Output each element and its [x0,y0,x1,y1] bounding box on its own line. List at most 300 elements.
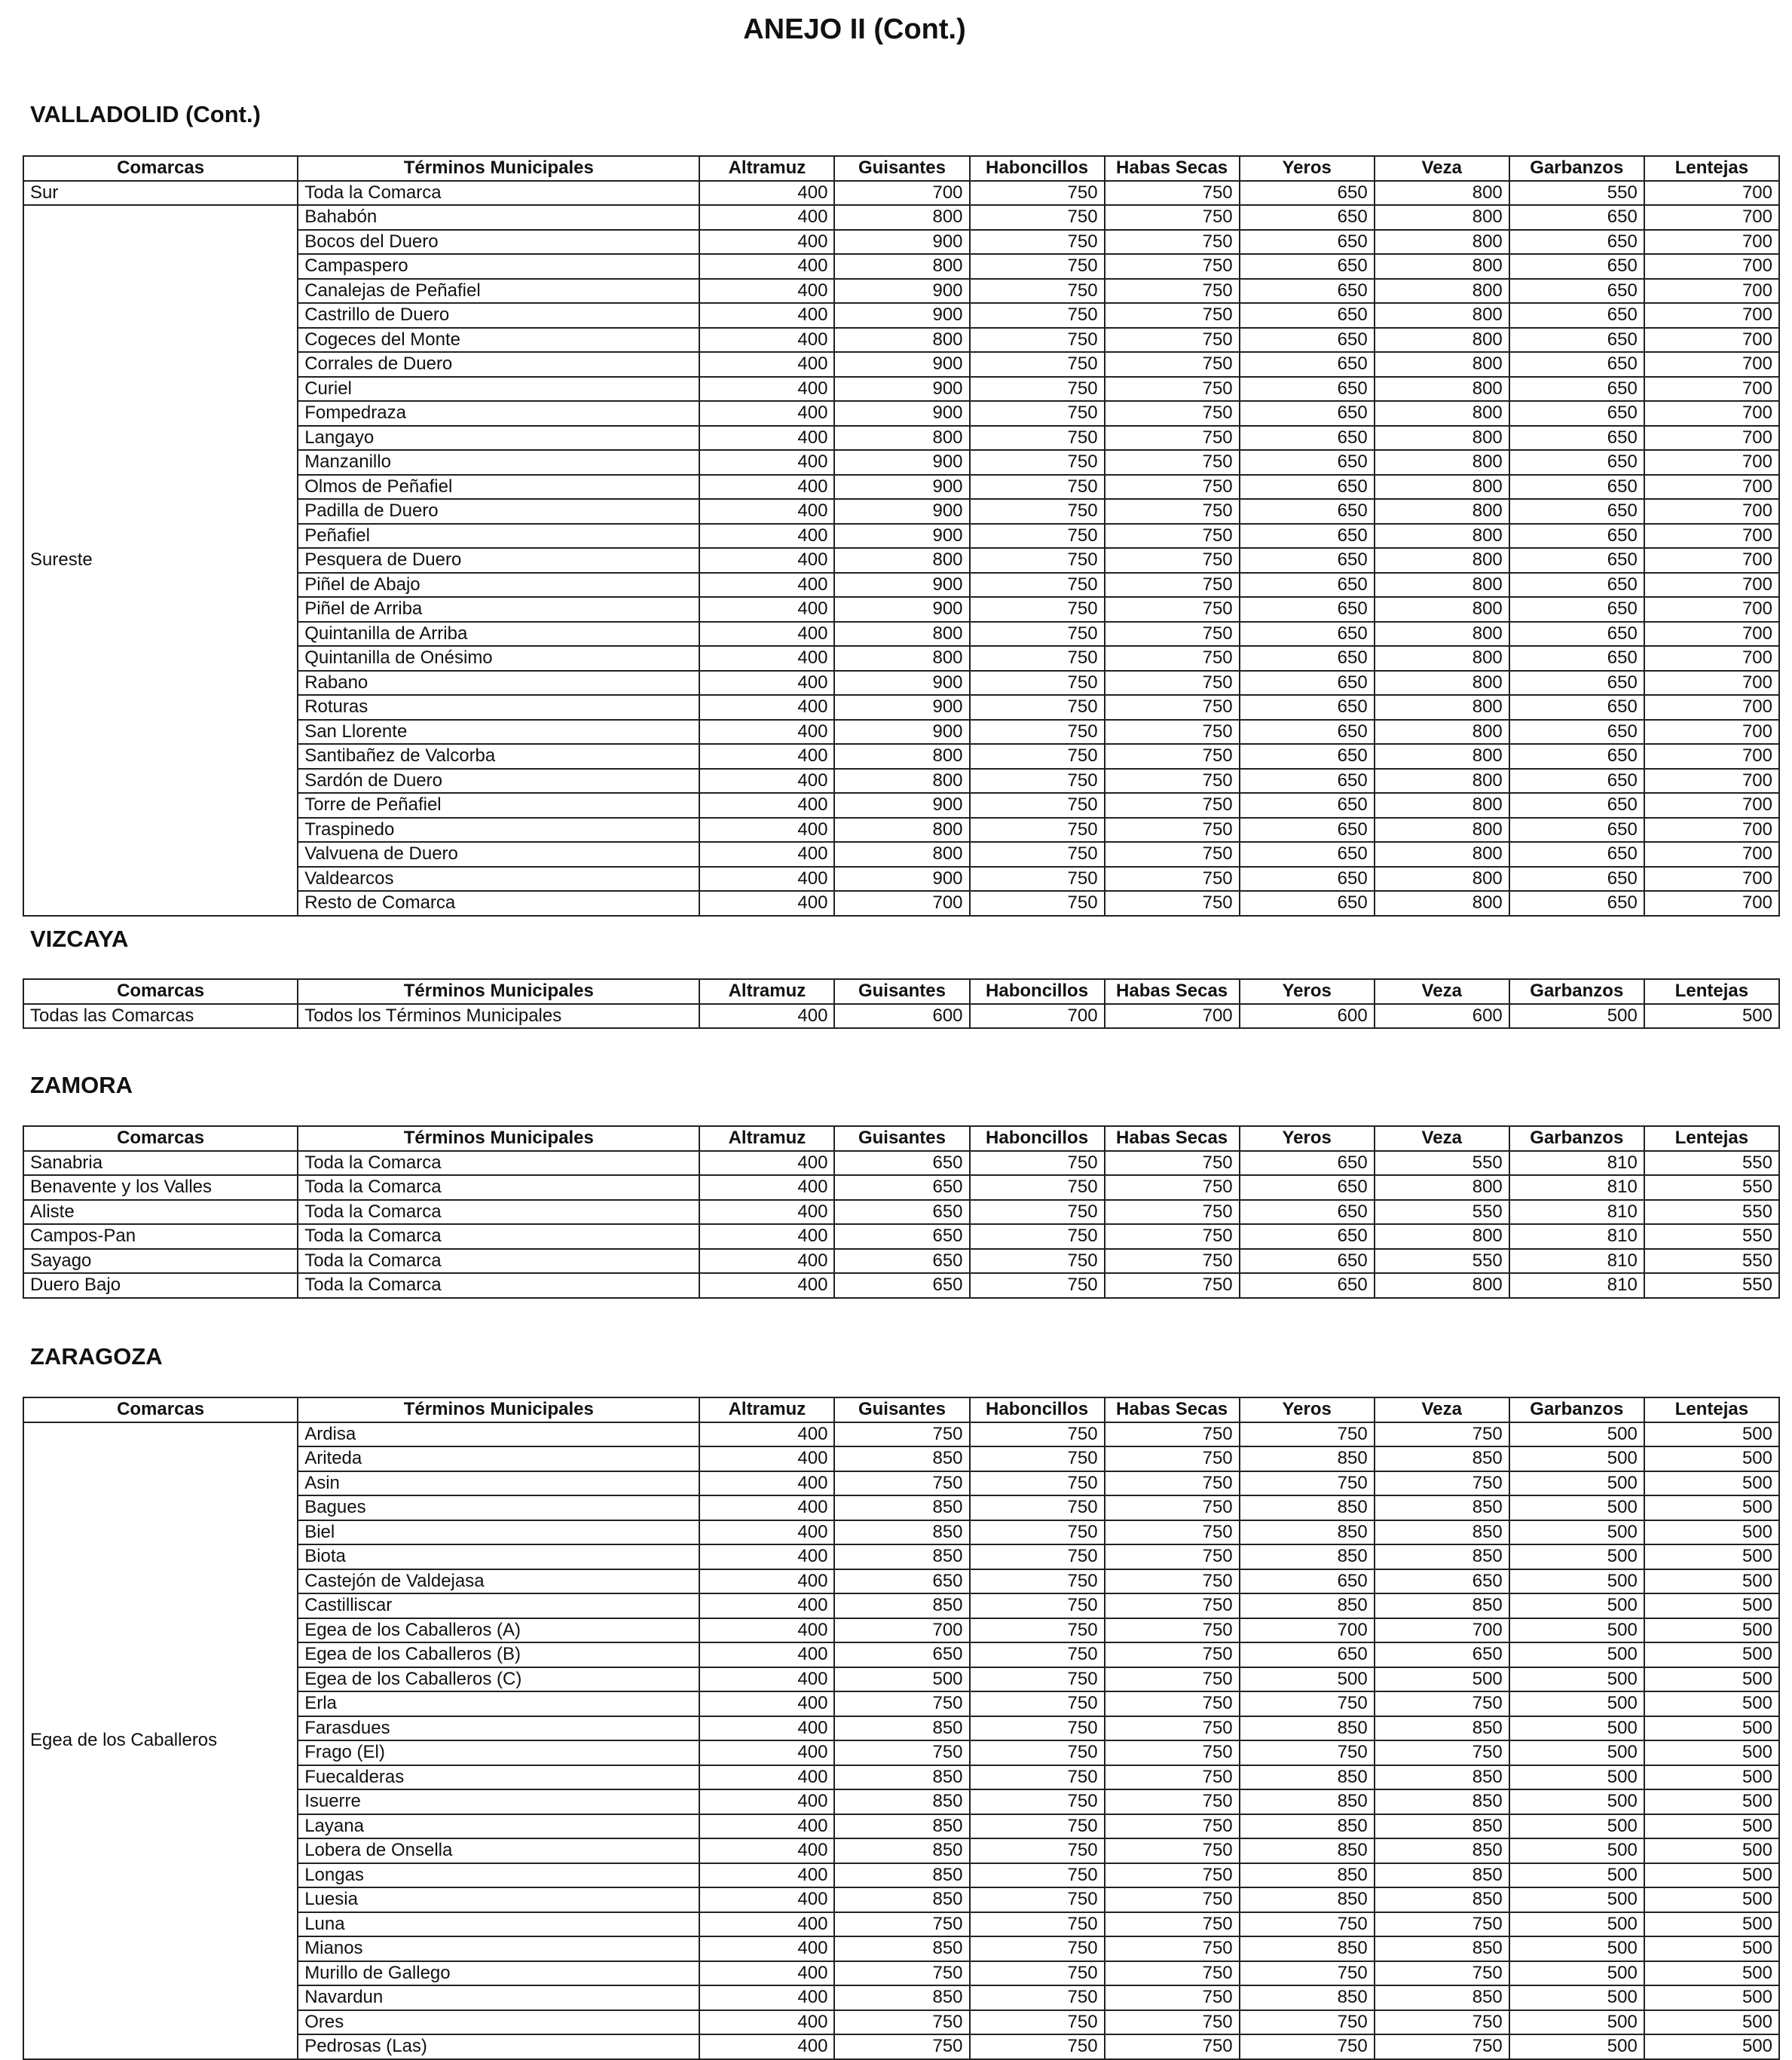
value-cell: 750 [1105,646,1240,671]
column-header: Habas Secas [1105,1126,1240,1151]
value-cell: 750 [1105,548,1240,573]
value-cell: 750 [1105,352,1240,377]
municipio-cell: Fompedraza [298,401,699,426]
value-cell: 750 [1105,769,1240,794]
value-cell: 750 [1105,1642,1240,1667]
value-cell: 850 [1375,1789,1509,1814]
value-cell: 700 [1644,377,1779,402]
value-cell: 650 [1509,450,1644,475]
value-cell: 700 [1644,401,1779,426]
value-cell: 550 [1644,1273,1779,1298]
value-cell: 500 [1509,1936,1644,1961]
value-cell: 750 [1105,1471,1240,1496]
value-cell: 500 [1509,1838,1644,1863]
value-cell: 850 [1240,1446,1375,1471]
value-cell: 700 [1644,695,1779,720]
value-cell: 700 [1644,450,1779,475]
value-cell: 650 [1240,818,1375,843]
value-cell: 400 [699,1569,834,1594]
value-cell: 400 [699,1691,834,1716]
municipio-cell: Erla [298,1691,699,1716]
value-cell: 650 [1509,793,1644,818]
value-cell: 650 [1509,205,1644,230]
value-cell: 750 [970,842,1105,867]
value-cell: 400 [699,1446,834,1471]
value-cell: 750 [1105,279,1240,304]
value-cell: 750 [970,1814,1105,1839]
value-cell: 400 [699,646,834,671]
value-cell: 500 [1644,1961,1779,1986]
value-cell: 500 [1644,1471,1779,1496]
value-cell: 900 [834,377,969,402]
municipio-cell: Layana [298,1814,699,1839]
value-cell: 750 [1105,303,1240,328]
value-cell: 650 [1240,1224,1375,1249]
value-cell: 650 [1240,793,1375,818]
column-header: Veza [1375,979,1509,1004]
column-header: Lentejas [1644,979,1779,1004]
value-cell: 750 [834,2010,969,2035]
value-cell: 400 [699,573,834,598]
value-cell: 850 [1375,1863,1509,1888]
value-cell: 500 [1644,1912,1779,1937]
municipio-cell: Toda la Comarca [298,1200,699,1225]
value-cell: 750 [970,524,1105,549]
value-cell: 650 [1240,475,1375,500]
value-cell: 750 [1375,1740,1509,1765]
value-cell: 500 [1644,1863,1779,1888]
value-cell: 800 [834,818,969,843]
column-header: Garbanzos [1509,1126,1644,1151]
value-cell: 750 [1105,1838,1240,1863]
value-cell: 400 [699,1961,834,1986]
value-cell: 500 [1509,1471,1644,1496]
value-cell: 700 [834,181,969,206]
value-cell: 750 [1105,1985,1240,2010]
value-cell: 750 [970,1200,1105,1225]
value-cell: 650 [1509,671,1644,696]
value-cell: 750 [970,1520,1105,1545]
value-cell: 800 [834,205,969,230]
municipio-cell: Egea de los Caballeros (B) [298,1642,699,1667]
value-cell: 750 [970,328,1105,353]
value-cell: 750 [834,2034,969,2059]
value-cell: 700 [1644,303,1779,328]
value-cell: 750 [970,377,1105,402]
header-row [23,979,1779,1004]
value-cell: 650 [1240,181,1375,206]
municipio-cell: Bocos del Duero [298,230,699,255]
value-cell: 500 [1509,1887,1644,1912]
value-cell: 750 [970,1863,1105,1888]
value-cell: 750 [1240,1912,1375,1937]
value-cell: 500 [1644,1569,1779,1594]
municipio-cell: Valdearcos [298,867,699,892]
value-cell: 750 [1105,891,1240,916]
value-cell: 750 [1105,1716,1240,1741]
municipio-cell: Lobera de Onsella [298,1838,699,1863]
value-cell: 750 [1105,1961,1240,1986]
value-cell: 400 [699,303,834,328]
column-header: Guisantes [834,979,969,1004]
value-cell: 750 [970,818,1105,843]
municipio-cell: Cogeces del Monte [298,328,699,353]
value-cell: 850 [1240,1544,1375,1569]
value-cell: 800 [1375,548,1509,573]
section-title-zamora: ZAMORA [30,1072,133,1098]
column-header: Comarcas [23,156,298,181]
value-cell: 750 [834,1471,969,1496]
value-cell: 750 [970,622,1105,647]
value-cell: 800 [1375,671,1509,696]
column-header: Guisantes [834,1397,969,1422]
table-row [23,1200,1779,1225]
value-cell: 650 [1240,1200,1375,1225]
value-cell: 800 [834,744,969,769]
header-row [23,1126,1779,1151]
value-cell: 650 [1240,303,1375,328]
municipio-cell: Canalejas de Peñafiel [298,279,699,304]
column-header: Veza [1375,156,1509,181]
value-cell: 750 [1105,1912,1240,1937]
value-cell: 700 [1644,646,1779,671]
value-cell: 500 [1644,2010,1779,2035]
value-cell: 500 [1644,1740,1779,1765]
value-cell: 650 [1509,230,1644,255]
value-cell: 400 [699,548,834,573]
value-cell: 750 [1105,867,1240,892]
column-header: Habas Secas [1105,1397,1240,1422]
value-cell: 400 [699,891,834,916]
value-cell: 800 [1375,328,1509,353]
municipio-cell: Navardun [298,1985,699,2010]
municipio-cell: San Llorente [298,720,699,745]
value-cell: 650 [1509,499,1644,524]
value-cell: 550 [1644,1151,1779,1176]
value-cell: 700 [834,1618,969,1643]
municipio-cell: Ardisa [298,1422,699,1447]
value-cell: 650 [1509,377,1644,402]
value-cell: 750 [1105,1544,1240,1569]
value-cell: 800 [1375,573,1509,598]
value-cell: 650 [1240,352,1375,377]
value-cell: 850 [1375,1446,1509,1471]
municipio-cell: Piñel de Arriba [298,597,699,622]
value-cell: 750 [1105,1814,1240,1839]
value-cell: 750 [970,1569,1105,1594]
value-cell: 750 [970,695,1105,720]
value-cell: 810 [1509,1175,1644,1200]
value-cell: 850 [834,1863,969,1888]
value-cell: 400 [699,1985,834,2010]
value-cell: 500 [1644,1887,1779,1912]
value-cell: 800 [1375,352,1509,377]
value-cell: 750 [834,1740,969,1765]
value-cell: 850 [1240,1863,1375,1888]
value-cell: 800 [1375,769,1509,794]
value-cell: 700 [1644,328,1779,353]
value-cell: 700 [1644,279,1779,304]
value-cell: 400 [699,1544,834,1569]
value-cell: 500 [1644,1544,1779,1569]
value-cell: 750 [970,1961,1105,1986]
value-cell: 650 [1240,524,1375,549]
value-cell: 700 [1375,1618,1509,1643]
value-cell: 400 [699,2010,834,2035]
value-cell: 750 [1105,1495,1240,1520]
column-header: Términos Municipales [298,156,699,181]
comarca-cell: Campos-Pan [23,1224,298,1249]
value-cell: 750 [970,499,1105,524]
value-cell: 800 [1375,1273,1509,1298]
municipio-cell: Sardón de Duero [298,769,699,794]
column-header: Yeros [1240,1126,1375,1151]
value-cell: 650 [1240,279,1375,304]
value-cell: 700 [1644,891,1779,916]
value-cell: 850 [1240,1593,1375,1618]
municipio-cell: Biota [298,1544,699,1569]
municipio-cell: Torre de Peñafiel [298,793,699,818]
value-cell: 400 [699,1249,834,1274]
value-cell: 750 [1105,328,1240,353]
value-cell: 500 [1509,1446,1644,1471]
value-cell: 750 [1105,818,1240,843]
value-cell: 500 [1509,1765,1644,1790]
value-cell: 850 [834,1765,969,1790]
value-cell: 750 [970,1544,1105,1569]
value-cell: 650 [1509,744,1644,769]
value-cell: 400 [699,450,834,475]
value-cell: 750 [1105,671,1240,696]
value-cell: 800 [1375,377,1509,402]
value-cell: 400 [699,1789,834,1814]
value-cell: 750 [970,769,1105,794]
municipio-cell: Pedrosas (Las) [298,2034,699,2059]
value-cell: 500 [1509,1520,1644,1545]
page-title: ANEJO II (Cont.) [743,14,966,45]
municipio-cell: Padilla de Duero [298,499,699,524]
value-cell: 750 [1105,1151,1240,1176]
value-cell: 400 [699,1004,834,1029]
comarca-cell: Sayago [23,1249,298,1274]
value-cell: 650 [1509,475,1644,500]
column-header: Términos Municipales [298,1397,699,1422]
value-cell: 700 [1644,720,1779,745]
value-cell: 750 [970,1618,1105,1643]
value-cell: 650 [1509,426,1644,451]
value-cell: 650 [834,1569,969,1594]
value-cell: 750 [970,1151,1105,1176]
value-cell: 500 [1644,1593,1779,1618]
value-cell: 400 [699,1520,834,1545]
column-header: Términos Municipales [298,1126,699,1151]
value-cell: 400 [699,524,834,549]
comarca-cell: Sureste [23,205,298,916]
value-cell: 500 [1644,1985,1779,2010]
value-cell: 550 [1375,1200,1509,1225]
value-cell: 400 [699,671,834,696]
value-cell: 800 [834,254,969,279]
column-header: Garbanzos [1509,156,1644,181]
value-cell: 500 [1509,1495,1644,1520]
value-cell: 650 [834,1273,969,1298]
value-cell: 700 [1644,744,1779,769]
value-cell: 850 [1240,1789,1375,1814]
value-cell: 750 [970,1740,1105,1765]
value-cell: 750 [1105,1446,1240,1471]
value-cell: 400 [699,842,834,867]
value-cell: 700 [1644,867,1779,892]
value-cell: 650 [1509,891,1644,916]
value-cell: 400 [699,1716,834,1741]
value-cell: 650 [1240,695,1375,720]
value-cell: 550 [1644,1175,1779,1200]
value-cell: 800 [1375,720,1509,745]
municipio-cell: Fuecalderas [298,1765,699,1790]
value-cell: 750 [1105,426,1240,451]
value-cell: 800 [1375,1224,1509,1249]
value-cell: 400 [699,205,834,230]
value-cell: 400 [699,279,834,304]
column-header: Altramuz [699,1397,834,1422]
column-header: Haboncillos [970,156,1105,181]
value-cell: 900 [834,720,969,745]
column-header: Garbanzos [1509,979,1644,1004]
value-cell: 400 [699,1838,834,1863]
value-cell: 750 [834,1961,969,1986]
municipio-cell: Ores [298,2010,699,2035]
value-cell: 850 [834,1520,969,1545]
value-cell: 750 [1105,695,1240,720]
value-cell: 650 [1509,622,1644,647]
value-cell: 550 [1644,1224,1779,1249]
column-header: Yeros [1240,1397,1375,1422]
value-cell: 700 [1644,499,1779,524]
value-cell: 750 [970,597,1105,622]
value-cell: 700 [1105,1004,1240,1029]
municipio-cell: Castejón de Valdejasa [298,1569,699,1594]
municipio-cell: Murillo de Gallego [298,1961,699,1986]
value-cell: 750 [1105,254,1240,279]
value-cell: 650 [1240,254,1375,279]
value-cell: 700 [1644,793,1779,818]
value-cell: 850 [834,1814,969,1839]
municipio-cell: Isuerre [298,1789,699,1814]
value-cell: 750 [1105,1273,1240,1298]
column-header: Haboncillos [970,1397,1105,1422]
value-cell: 650 [1240,573,1375,598]
comarca-cell: Sanabria [23,1151,298,1176]
value-cell: 650 [1240,744,1375,769]
value-cell: 800 [1375,646,1509,671]
value-cell: 650 [1240,867,1375,892]
value-cell: 700 [1644,671,1779,696]
value-cell: 650 [1509,646,1644,671]
value-cell: 750 [970,1175,1105,1200]
value-cell: 750 [1105,377,1240,402]
value-cell: 750 [970,1446,1105,1471]
value-cell: 750 [1105,1765,1240,1790]
value-cell: 500 [1644,1716,1779,1741]
value-cell: 400 [699,1936,834,1961]
value-cell: 400 [699,1224,834,1249]
municipio-cell: Rabano [298,671,699,696]
value-cell: 500 [1509,1618,1644,1643]
value-cell: 750 [970,573,1105,598]
value-cell: 500 [1644,1495,1779,1520]
value-cell: 750 [1105,1569,1240,1594]
value-cell: 750 [1105,622,1240,647]
value-cell: 850 [1240,1838,1375,1863]
table-row [23,1249,1779,1274]
value-cell: 500 [1509,1789,1644,1814]
value-cell: 800 [1375,401,1509,426]
value-cell: 550 [1644,1249,1779,1274]
value-cell: 850 [1240,1985,1375,2010]
value-cell: 400 [699,2034,834,2059]
value-cell: 500 [1644,1446,1779,1471]
value-cell: 750 [1105,1520,1240,1545]
value-cell: 750 [1105,1863,1240,1888]
value-cell: 700 [970,1004,1105,1029]
value-cell: 700 [1644,475,1779,500]
value-cell: 500 [1509,1691,1644,1716]
value-cell: 750 [1105,1200,1240,1225]
value-cell: 650 [834,1200,969,1225]
municipio-cell: Campaspero [298,254,699,279]
value-cell: 650 [1240,426,1375,451]
table-row [23,181,1779,206]
column-header: Habas Secas [1105,979,1240,1004]
municipio-cell: Roturas [298,695,699,720]
section-title-valladolid: VALLADOLID (Cont.) [30,101,261,127]
value-cell: 850 [1240,1936,1375,1961]
value-cell: 750 [970,1224,1105,1249]
value-cell: 400 [699,867,834,892]
municipio-cell: Quintanilla de Arriba [298,622,699,647]
column-header: Yeros [1240,979,1375,1004]
value-cell: 850 [1375,1593,1509,1618]
section-title-zaragoza: ZARAGOZA [30,1343,163,1370]
value-cell: 400 [699,426,834,451]
value-cell: 400 [699,769,834,794]
value-cell: 650 [1240,720,1375,745]
value-cell: 750 [970,1422,1105,1447]
comarca-cell: Sur [23,181,298,206]
value-cell: 400 [699,1667,834,1692]
value-cell: 800 [834,769,969,794]
value-cell: 900 [834,867,969,892]
value-cell: 750 [970,793,1105,818]
comarca-cell: Aliste [23,1200,298,1225]
value-cell: 600 [834,1004,969,1029]
value-cell: 500 [1509,1569,1644,1594]
value-cell: 500 [1644,1422,1779,1447]
value-cell: 800 [1375,181,1509,206]
value-cell: 800 [834,328,969,353]
value-cell: 700 [1644,524,1779,549]
value-cell: 850 [1240,1814,1375,1839]
column-header: Términos Municipales [298,979,699,1004]
header-row [23,1397,1779,1422]
column-header: Veza [1375,1126,1509,1151]
value-cell: 650 [834,1224,969,1249]
value-cell: 810 [1509,1151,1644,1176]
value-cell: 750 [1105,1175,1240,1200]
value-cell: 400 [699,622,834,647]
value-cell: 750 [1240,2034,1375,2059]
municipio-cell: Peñafiel [298,524,699,549]
